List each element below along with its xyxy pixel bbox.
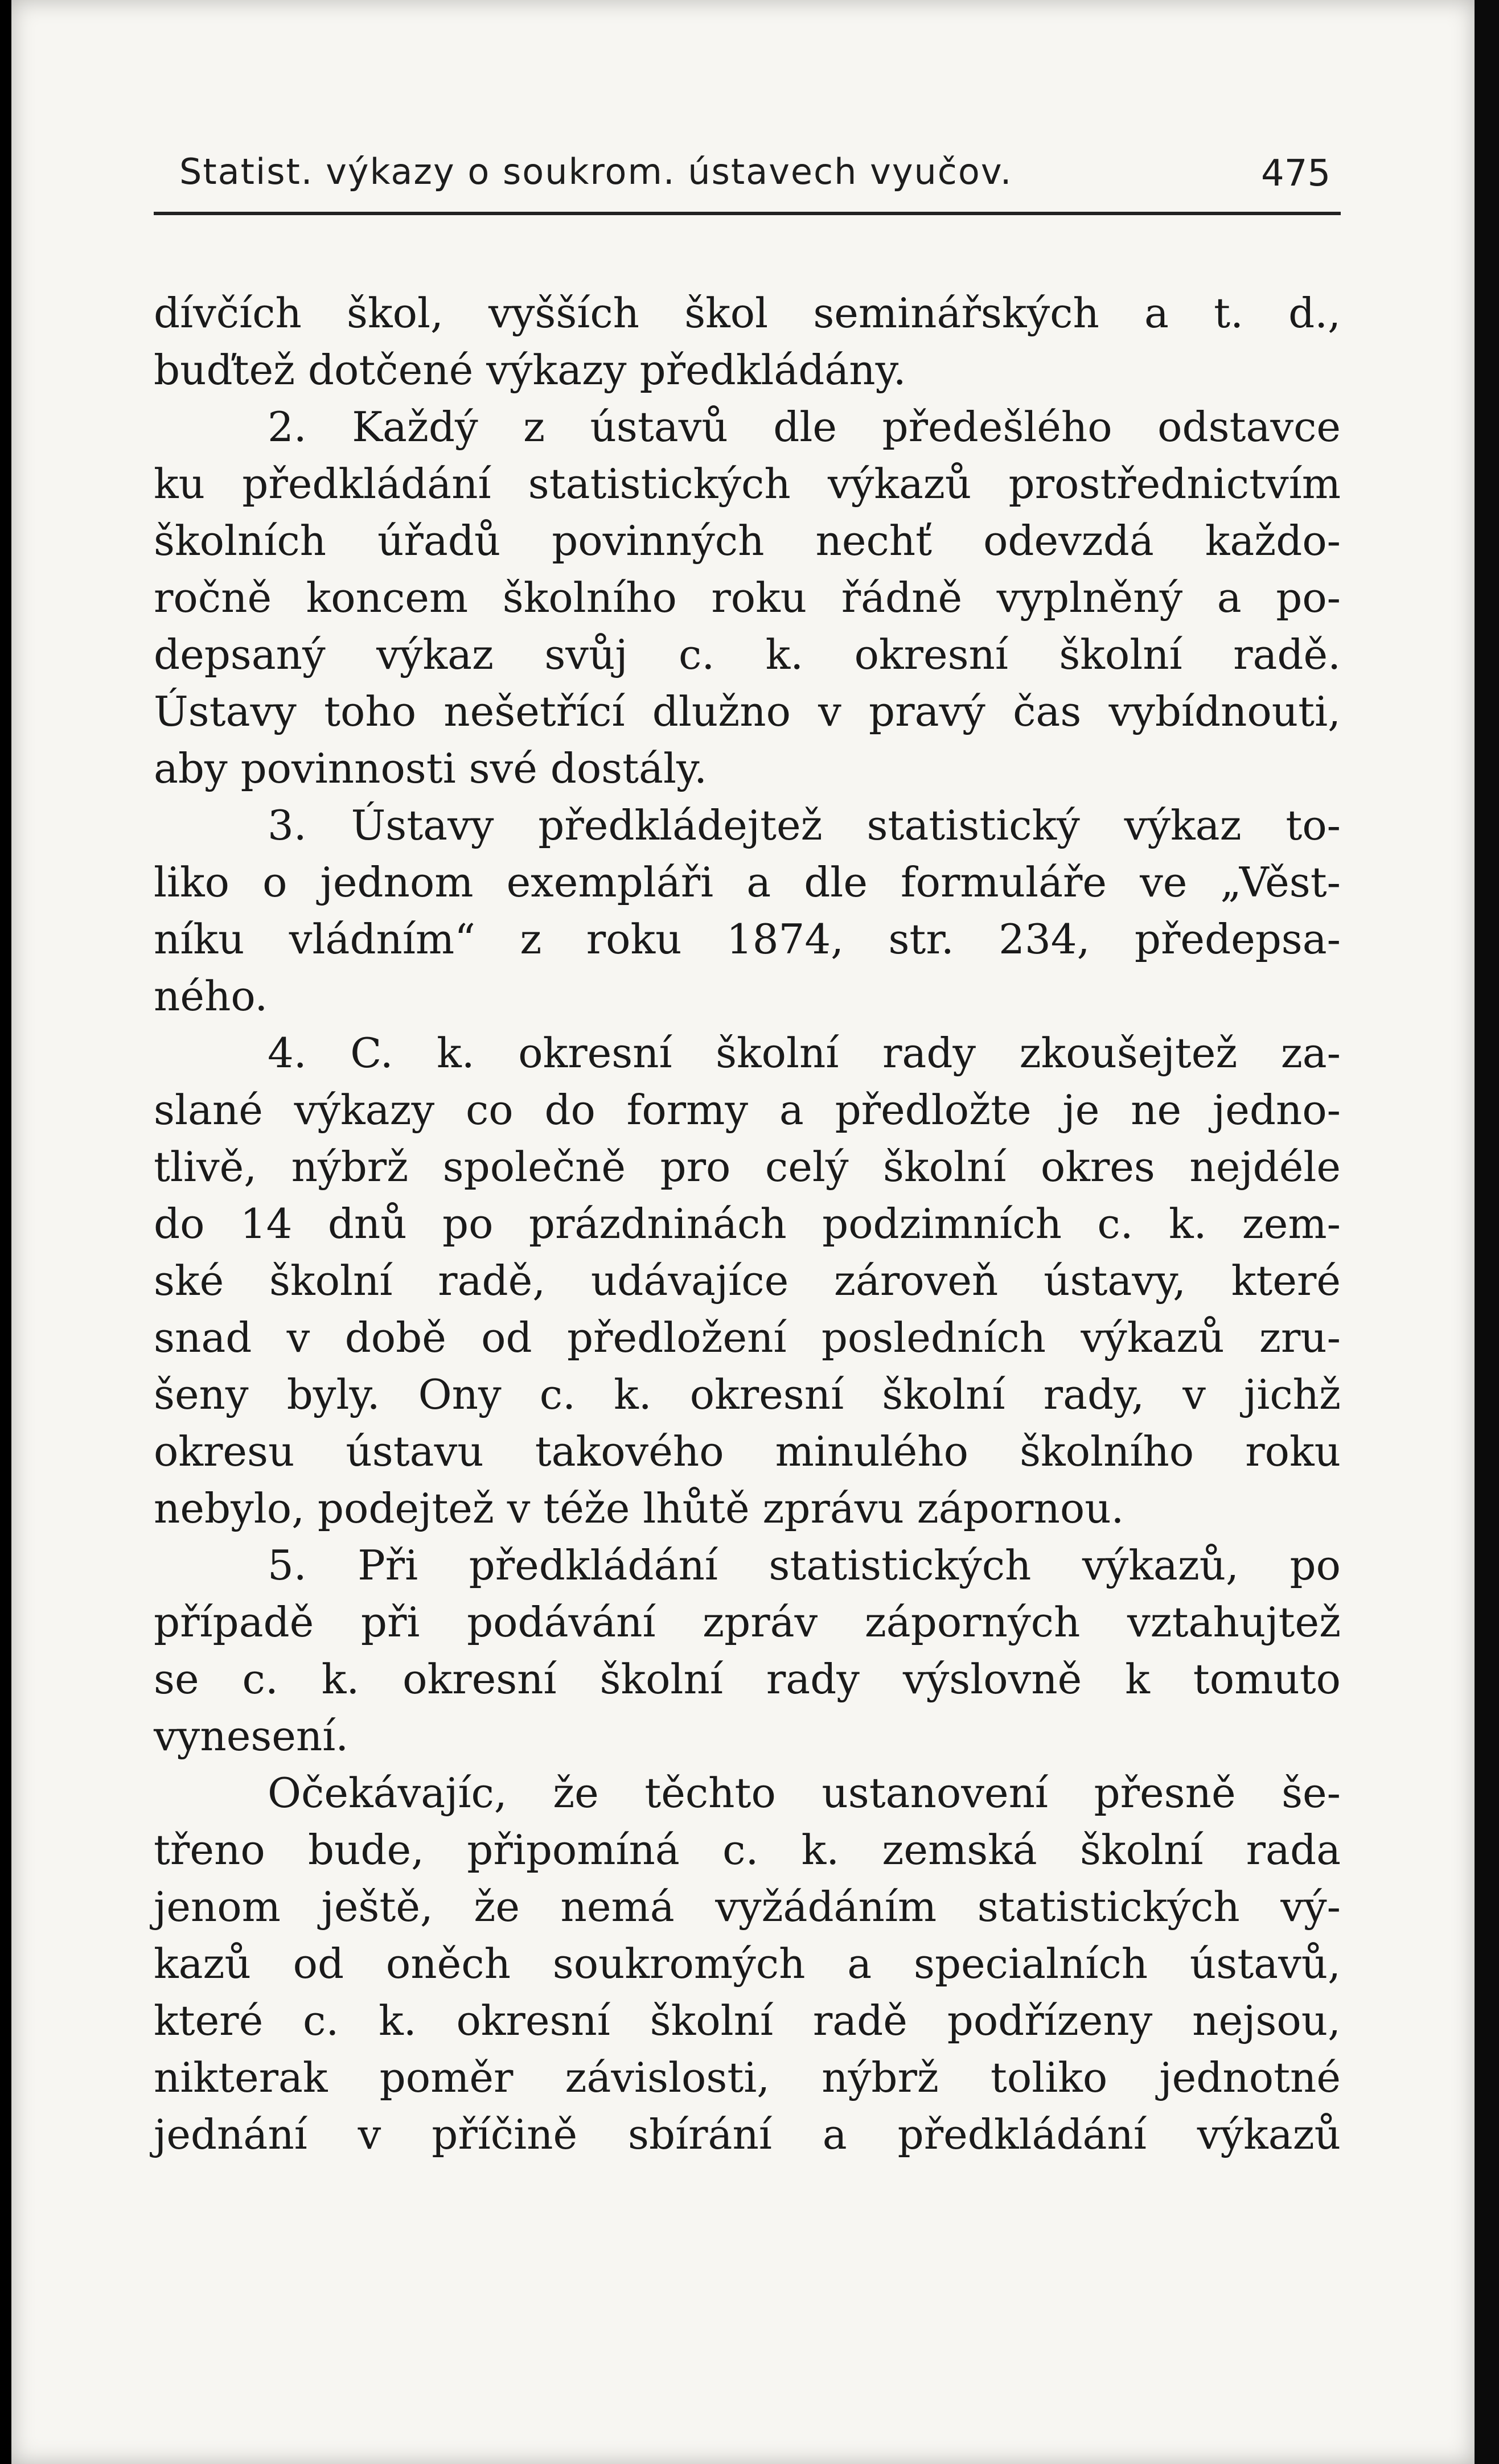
text-line: liko o jednom exempláři a dle formuláře ve „Věst-	[154, 858, 1341, 906]
text-line: buďtež dotčené výkazy předkládány.	[154, 346, 906, 394]
text-line: ku předkládání statistických výkazů prostřednictvím	[154, 460, 1341, 508]
text-line: 4. C. k. okresní školní rady zkoušejtež za-	[268, 1029, 1341, 1077]
scan-edge	[1475, 0, 1499, 2464]
text-line: kazů od oněch soukromých a specialních ústavů,	[154, 1940, 1341, 1988]
header-rule	[154, 212, 1341, 215]
text-line: okresu ústavu takového minulého školního roku	[154, 1428, 1341, 1475]
text-line: níku vládním“ z roku 1874, str. 234, předepsa-	[154, 915, 1341, 963]
text-line: depsaný výkaz svůj c. k. okresní školní radě.	[154, 631, 1341, 678]
text-line: 5. Při předkládání statistických výkazů, po	[268, 1541, 1341, 1589]
body-text	[154, 285, 1341, 2163]
text-line: Ústavy toho nešetřící dlužno v pravý čas vybídnouti,	[154, 688, 1341, 735]
text-line: ské školní radě, udávajíce zároveň ústavy, které	[154, 1257, 1341, 1305]
text-line: nebylo, podejtež v téže lhůtě zprávu zápornou.	[154, 1484, 1124, 1532]
page-number: 475	[1261, 153, 1331, 195]
text-line: šeny byly. Ony c. k. okresní školní rady, v jichž	[154, 1371, 1341, 1418]
running-head: Statist. výkazy o soukrom. ústavech vyučov.	[179, 151, 1013, 192]
text-line: třeno bude, připomíná c. k. zemská školní rada	[154, 1826, 1341, 1874]
text-line: se c. k. okresní školní rady výslovně k tomuto	[154, 1655, 1341, 1703]
text-line: tlivě, nýbrž společně pro celý školní okres nejdéle	[154, 1143, 1341, 1191]
text-line: snad v době od předložení posledních výkazů zru-	[154, 1314, 1341, 1361]
text-line: dívčích škol, vyšších škol seminářských a t. d.,	[154, 289, 1341, 337]
text-line: jenom ještě, že nemá vyžádáním statistických vý-	[154, 1883, 1341, 1931]
text-line: školních úřadů povinných nechť odevzdá každo-	[154, 517, 1341, 565]
text-line: ného.	[154, 972, 268, 1020]
text-line: ročně koncem školního roku řádně vyplněný a po-	[154, 574, 1341, 622]
text-line: aby povinnosti své dostály.	[154, 744, 707, 792]
text-line: slané výkazy co do formy a předložte je ne jedno-	[154, 1086, 1341, 1134]
text-line: případě při podávání zpráv záporných vztahujtež	[154, 1598, 1341, 1646]
text-line: 3. Ústavy předkládejtež statistický výkaz to-	[268, 801, 1341, 849]
text-line: vynesení.	[154, 1712, 349, 1760]
text-line: nikterak poměr závislosti, nýbrž toliko jednotné	[154, 2054, 1341, 2101]
text-line: které c. k. okresní školní radě podřízeny nejsou,	[154, 1997, 1341, 2045]
text-line: Očekávajíc, že těchto ustanovení přesně še-	[268, 1769, 1341, 1817]
text-line: jednání v příčině sbírání a předkládání výkazů	[154, 2111, 1341, 2158]
text-line: do 14 dnů po prázdninách podzimních c. k. zem-	[154, 1200, 1341, 1248]
text-line: 2. Každý z ústavů dle předešlého odstavce	[268, 403, 1341, 451]
